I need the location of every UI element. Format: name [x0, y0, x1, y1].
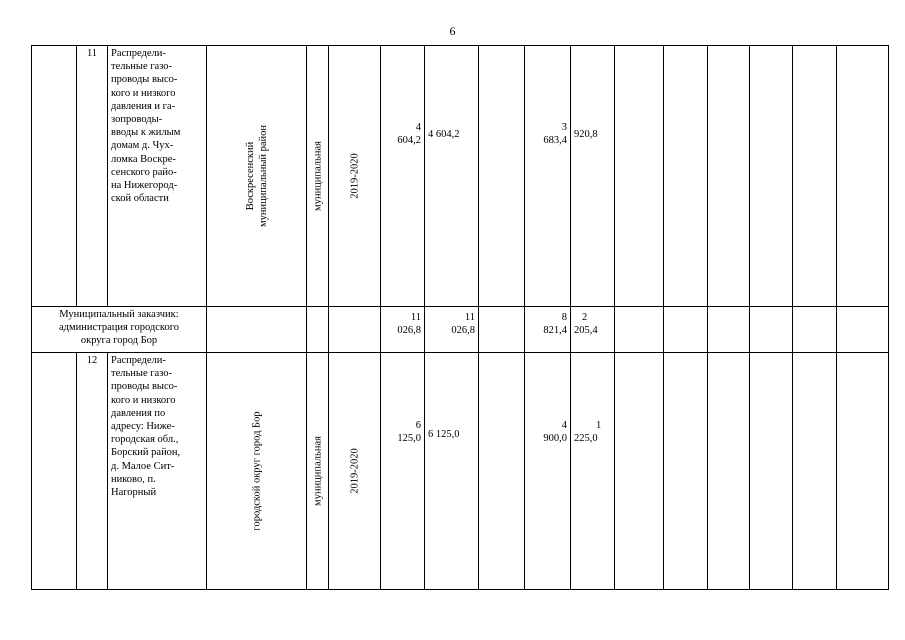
period-cell — [329, 353, 381, 590]
customer-line: округа город Бор — [80, 335, 158, 347]
empty-cell — [793, 307, 837, 353]
cost-d — [571, 353, 615, 590]
empty-cell — [479, 46, 525, 307]
cost-line: 026,8 — [397, 325, 421, 337]
period-cell — [329, 46, 381, 307]
cost-b: 6 125,0 — [425, 353, 479, 590]
empty-cell — [708, 46, 750, 307]
cost-c — [525, 46, 571, 307]
description-line: ломка Воскре- — [111, 153, 176, 165]
cost-c — [525, 353, 571, 590]
cost-line: 3 — [561, 122, 567, 133]
description-line: д. Малое Сит- — [111, 460, 175, 472]
cost-line: 11 — [410, 312, 421, 323]
empty-cell — [615, 46, 664, 307]
empty-cell — [664, 307, 708, 353]
description-line: зопроводы- — [111, 114, 163, 126]
description-line: вводы к жилым — [111, 127, 181, 139]
cost-line: 900,0 — [543, 433, 567, 445]
description-line: на Нижегород- — [111, 180, 178, 192]
customer-line: администрация городского — [58, 322, 180, 334]
empty-cell — [32, 353, 77, 590]
table-row — [32, 46, 889, 307]
empty-cell — [615, 353, 664, 590]
description-line: Распредели- — [111, 48, 166, 59]
description-line: Нагорный — [111, 487, 157, 499]
customer-line: Муниципальный заказчик: — [59, 309, 179, 320]
description-line: тельные газо- — [111, 61, 173, 73]
customer-cost-c — [525, 307, 571, 353]
cost-line: 225,0 — [574, 433, 598, 445]
ownership-text: муниципальная — [312, 141, 323, 211]
ownership-cell — [307, 46, 329, 307]
cost-line: 125,0 — [397, 433, 421, 445]
cost-line: 604,2 — [397, 135, 421, 147]
empty-cell — [837, 307, 889, 353]
empty-cell — [207, 307, 307, 353]
investment-table — [31, 45, 889, 590]
cost-line: 4 — [415, 122, 421, 133]
period-text: 2019-2020 — [349, 448, 360, 494]
cost-total — [381, 353, 425, 590]
customer-label — [32, 307, 207, 353]
empty-cell — [750, 46, 793, 307]
period-text: 2019-2020 — [349, 153, 360, 199]
description-line: кого и низкого — [111, 87, 176, 99]
description-line: никово, п. — [111, 473, 156, 485]
row-index: 11 — [77, 46, 108, 307]
empty-cell — [307, 307, 329, 353]
description-line: проводы высо- — [111, 381, 178, 393]
empty-cell — [750, 353, 793, 590]
customer-cost-b — [425, 307, 479, 353]
description-line: городская обл., — [111, 434, 179, 446]
cost-line: 4 — [561, 420, 567, 431]
empty-cell — [479, 353, 525, 590]
cost-line: 2 — [582, 312, 588, 323]
table-row — [32, 353, 889, 590]
description-line: Борский район, — [111, 447, 181, 459]
description-line: сенского райо- — [111, 166, 177, 178]
cost-d: 920,8 — [571, 46, 615, 307]
empty-cell — [837, 46, 889, 307]
cost-b: 4 604,2 — [425, 46, 479, 307]
object-description — [108, 353, 207, 590]
cost-line: 683,4 — [543, 135, 567, 147]
description-line: давления по — [111, 407, 166, 419]
object-description — [108, 46, 207, 307]
empty-cell — [664, 46, 708, 307]
empty-cell — [708, 353, 750, 590]
cost-line: 205,4 — [574, 325, 598, 337]
empty-cell — [750, 307, 793, 353]
description-line: давления и га- — [111, 100, 176, 112]
cost-line: 1 — [596, 420, 602, 431]
ownership-text: муниципальная — [312, 436, 323, 506]
cost-line: 8 — [561, 312, 567, 323]
description-line: адресу: Ниже- — [111, 421, 175, 433]
empty-cell — [793, 353, 837, 590]
description-line: ской области — [111, 193, 169, 205]
empty-cell — [664, 353, 708, 590]
customer-cost-d — [571, 307, 615, 353]
empty-cell — [837, 353, 889, 590]
cost-line: 821,4 — [543, 325, 567, 337]
municipality-line: муниципальный район — [257, 124, 269, 228]
municipality-text — [250, 411, 263, 530]
page-number: 6 — [449, 24, 456, 38]
municipality-line: городской округ город Бор — [251, 411, 262, 531]
municipality-cell — [207, 46, 307, 307]
ownership-cell — [307, 353, 329, 590]
municipality-line: Воскресенский — [244, 141, 256, 211]
description-line: проводы высо- — [111, 74, 178, 86]
empty-cell — [329, 307, 381, 353]
empty-cell — [32, 46, 77, 307]
municipality-text — [244, 125, 270, 227]
empty-cell — [708, 307, 750, 353]
cost-line: 026,8 — [451, 325, 475, 337]
cost-line: 11 — [464, 312, 475, 323]
empty-cell — [793, 46, 837, 307]
empty-cell — [479, 307, 525, 353]
description-line: кого и низкого — [111, 394, 176, 406]
description-line: Распредели- — [111, 355, 166, 366]
description-line: тельные газо- — [111, 368, 173, 380]
municipality-cell — [207, 353, 307, 590]
description-line: домам д. Чух- — [111, 140, 174, 152]
customer-cost-total — [381, 307, 425, 353]
row-index: 12 — [77, 353, 108, 590]
cost-total — [381, 46, 425, 307]
table-row — [32, 307, 889, 353]
cost-line: 6 — [415, 420, 421, 431]
empty-cell — [615, 307, 664, 353]
